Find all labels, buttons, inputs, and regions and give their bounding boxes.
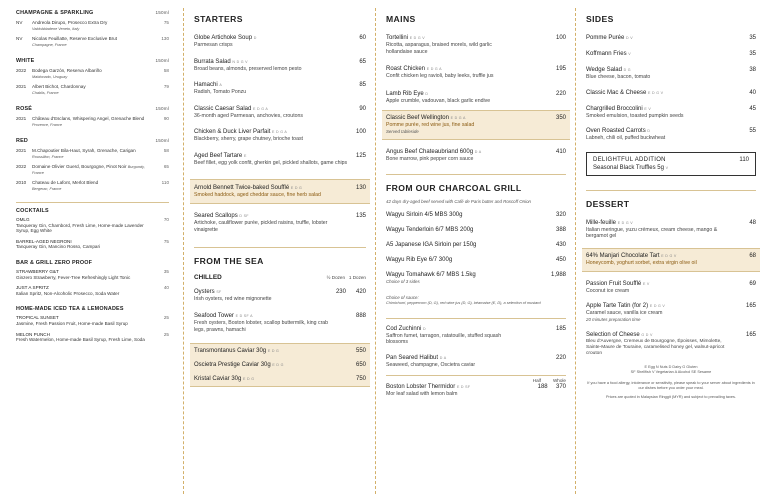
item-name: Chargrilled Broccolini (586, 105, 643, 112)
sauce-list: Chimichurri, peppercorn (D, G), red wine jus (D, G), béarnaise (E, D), a selection of mustard (386, 300, 541, 305)
wine-name: Chateau de Lafont, Merlot Blend (32, 180, 99, 185)
item-name: Oysters (194, 289, 215, 296)
menu-item (194, 312, 366, 333)
allergen-tags: E D G A (450, 116, 466, 121)
section-title: COCKTAILS (16, 208, 49, 214)
grill-item (386, 256, 566, 264)
serving-size: 150ml (155, 10, 169, 15)
wine-origin: Burgundy, France (32, 165, 145, 175)
serving-size: 150ml (155, 106, 169, 111)
menu-item (586, 105, 756, 120)
item-price: 550 (355, 348, 366, 355)
menu-item (194, 288, 366, 303)
menu-item (586, 280, 756, 295)
drinks-column (0, 0, 183, 502)
drink-desc: Tanqueray Gin, Chambord, Fresh Lime, Home-made Lavender Syrup, Egg White (16, 222, 144, 234)
item-desc: Broad beans, almonds, preserved lemon pesto (194, 65, 302, 72)
item-price: 220 (555, 90, 566, 97)
serving-size: 150ml (155, 138, 169, 143)
item-desc: Blue cheese, bacon, tomato (586, 74, 651, 80)
item-name: Roast Chicken (386, 66, 426, 73)
item-desc: Pomme purée, red wine jus, fine salad (386, 122, 475, 129)
allergy-notice: If you have a food allergy, intolerance or sensitivity, please speak to your server about ingredients in our dishes before you order your meal. (587, 380, 755, 390)
box-title: DELIGHTFUL ADDITION (593, 156, 666, 163)
allergen-tags: D V (626, 36, 633, 40)
item-desc: Fresh oysters, Boston lobster, scallop buttermilk, king crab legs, prawns, hamachi (194, 319, 329, 333)
menu-item (194, 105, 366, 120)
allergen-tags: A (219, 83, 223, 88)
item-desc: Caramel sauce, vanilla ice cream (586, 310, 663, 317)
menu-item (194, 34, 366, 49)
item-price: 38 (749, 67, 756, 73)
allergen-tags: E D G V (661, 253, 677, 258)
item-price: 60 (359, 35, 366, 41)
drink-item (16, 217, 169, 234)
item-price: 430 (555, 242, 566, 249)
allergen-tags: E D G A (253, 106, 269, 111)
menu-item (386, 65, 566, 80)
item-price: 90 (359, 105, 366, 112)
wine-name: Domaine Olivier Guerd, Bourgogne, Pinot Noir (32, 164, 127, 169)
section-title: FROM THE SEA (194, 256, 264, 267)
wine-origin: Chablis, France (32, 91, 59, 95)
allergen-tags: E D G V (617, 220, 633, 225)
item-price: 388 (555, 227, 566, 234)
item-price: 195 (555, 66, 566, 73)
item-desc: Bleu d'Auvergne, Cremeux de Bourgogne, Époisses, Mimolette, Sainte-Maure de Touraine, caramelised honey gel, walnut-apricot crouton (586, 338, 725, 356)
item-name: Wagyu Tomahawk 6/7 MBS 1.5kg (386, 272, 476, 279)
drink-desc: Jasmine, Fresh Passion Fruit, Home-made Basil Syrup (16, 320, 128, 326)
drink-price: 70 (163, 217, 169, 222)
item-name: Burrata Salad (194, 58, 231, 65)
allergen-tags: E V (644, 106, 652, 111)
item-desc: Italian meringue, yuzu crémeux, cream cheese, mango & bergamot gel (586, 226, 718, 240)
item-name: Boston Lobster Thermidor (386, 383, 456, 390)
wine-origin: Provence, France (32, 123, 62, 127)
item-price: 68 (749, 252, 756, 259)
allergen-tags: D (647, 129, 651, 134)
menu-item (386, 378, 566, 398)
menu-item (386, 90, 566, 105)
item-price: 35 (749, 51, 756, 57)
half-label: Half (532, 377, 541, 383)
allergen-tags: E D G (243, 377, 255, 382)
section-title: WHITE (16, 58, 35, 64)
item-desc: Smoked emulsion, toasted pumpkin seeds (586, 112, 684, 119)
item-desc: Parmesan crisps (194, 42, 233, 48)
grill-item (386, 271, 566, 285)
drink-item (16, 315, 169, 326)
wine-item (16, 116, 169, 128)
item-price: 69 (749, 280, 756, 287)
grill-intro: 42 days dry-aged beef served with Café de Paris butter and Roscoff Onion (386, 199, 531, 205)
vintage: 2022 (16, 164, 27, 169)
item-name: Classic Mac & Cheese (586, 89, 647, 96)
section-title: SIDES (586, 14, 614, 24)
drink-item (16, 332, 169, 343)
item-price: 165 (745, 331, 756, 338)
caviar-item (194, 375, 366, 383)
item-name: Aged Beef Tartare (194, 152, 243, 159)
item-note: 20 minutes preparation time (586, 316, 641, 322)
section-title: DESSERT (586, 198, 630, 209)
item-name: Seasonal Black Truffles 5g (593, 164, 664, 171)
item-desc: Radish, Tomato Ponzu (194, 89, 247, 96)
item-desc: Bone marrow, pink pepper corn sauce (386, 155, 474, 162)
chilled-header (194, 274, 366, 282)
subsection-title: CHILLED (194, 274, 222, 282)
section-title: BAR & GRILL ZERO PROOF (16, 259, 93, 266)
wine-price: 130 (161, 36, 169, 41)
caviar-item (194, 347, 366, 355)
wine-origin: Bergerac, France (32, 187, 62, 191)
drink-desc: Italian Spritz, Non-Alcoholic Prosecco, Soda Water (16, 290, 120, 296)
item-price: 100 (355, 129, 366, 136)
menu-item (586, 34, 756, 42)
item-name: Mille-feuille (586, 219, 617, 226)
drink-desc: Tanqueray Gin, Mancino Rosso, Campari (16, 244, 101, 250)
grill-item (386, 241, 566, 249)
wine-origin: Maldonado, Uruguay (32, 75, 68, 79)
drink-item (16, 239, 169, 250)
drink-item (16, 285, 169, 296)
vintage: NV (16, 20, 23, 25)
item-name: Globe Artichoke Soup (194, 35, 253, 41)
caviar-box (190, 343, 370, 387)
wine-name: M.Chapoutier Bila-Haut, Syrah, Grenache, Carigan (32, 148, 136, 153)
half-price: 188 (537, 383, 548, 390)
section-title: FROM OUR CHARCOAL GRILL (386, 183, 522, 194)
item-price: 650 (355, 362, 366, 369)
featured-item (582, 248, 760, 272)
sauce-label: Choice of sauce: (386, 294, 419, 300)
allergen-tags: D G (623, 68, 631, 72)
wine-name: Andreola Dirupo, Prosecco Extra Dry (32, 20, 108, 25)
item-price: 85 (359, 82, 366, 89)
item-desc: Honeycomb, yoghurt sorbet, extra virgin olive oil (586, 259, 697, 266)
allergen-tags: E D G (267, 349, 280, 354)
item-name: Selection of Cheese (586, 331, 640, 338)
allergen-tags: D A (439, 355, 447, 360)
allergen-tags: D SF (239, 214, 249, 219)
menu-item (386, 148, 566, 163)
allergen-tags: V (665, 165, 669, 170)
item-name: Apple Tarte Tatin (for 2) (586, 303, 649, 310)
item-price: 165 (745, 303, 756, 310)
allergen-tags: N D G V (232, 59, 248, 64)
item-name: Kristal Caviar 30g (194, 376, 242, 383)
wine-price: 58 (163, 68, 169, 73)
menu-item (586, 219, 756, 240)
item-note: Served tableside (386, 128, 419, 134)
allergen-tags: E D SF A (235, 313, 253, 318)
item-name: Seafood Tower (194, 312, 234, 319)
item-name: Transmontanus Caviar 30g (194, 348, 267, 355)
item-price: 65 (359, 58, 366, 65)
item-price: 110 (739, 156, 749, 163)
item-name: Wagyu Sirloin 4/5 MBS 300g (386, 212, 463, 219)
drink-price: 75 (163, 238, 169, 244)
starters-column (184, 0, 374, 502)
section-title: MAINS (386, 14, 416, 24)
vintage: NV (16, 36, 23, 41)
item-price: 320 (555, 212, 566, 219)
wine-price: 90 (163, 116, 169, 121)
allergen-tags: D (423, 326, 426, 331)
wine-name: Château d'Esclans, Whispering Angel, Grenache Blend (32, 116, 145, 121)
item-price: 1,988 (550, 272, 566, 279)
whole-price: 370 (555, 383, 566, 390)
item-name: Wedge Salad (586, 67, 622, 73)
menu-item (194, 58, 366, 73)
caviar-item (194, 361, 366, 369)
drink-name: MELON PUNCH (16, 331, 50, 337)
item-name: Classic Caesar Salad (194, 105, 252, 112)
legend-line: E Egg N Nuts D Dairy G Gluten (644, 364, 698, 369)
item-desc: 36-month aged Parmesan, anchovies, croutons (194, 112, 304, 119)
drink-name: OMLG (16, 217, 30, 222)
section-title: RED (16, 138, 28, 144)
wine-name: Albert Bichot, Chardonnay (32, 84, 86, 89)
item-desc: Saffron fumet, tarragon, ratatouille, stuffed squash blossoms (386, 332, 502, 346)
mains-column (376, 0, 574, 502)
wine-name: Nicolas Feuillatte, Reserve Exclusive Brut (32, 36, 118, 41)
allergen-tags: V (628, 52, 631, 56)
item-price: 130 (355, 184, 366, 191)
item-price: 100 (555, 35, 566, 41)
wine-price: 65 (163, 164, 169, 169)
menu-item (194, 152, 366, 167)
vintage: 2010 (16, 180, 27, 185)
item-price: 135 (355, 213, 366, 220)
allergen-tags: D A (474, 149, 482, 154)
menu-item (194, 81, 366, 96)
drink-price: 35 (163, 268, 169, 274)
item-name: Arnold Bennett Twice-baked Soufflé (194, 184, 290, 191)
menu-item (586, 89, 756, 97)
item-name: Pan Seared Halibut (386, 354, 439, 361)
vintage: 2021 (16, 116, 27, 121)
menu-item (586, 331, 756, 357)
section-title: STARTERS (194, 14, 243, 24)
menu-item (386, 34, 566, 55)
item-desc: Apple crumble, vadouvan, black garlic endive (386, 97, 491, 104)
wine-item (16, 20, 169, 32)
wine-item (16, 68, 169, 80)
allergen-tags: E D G (290, 185, 303, 190)
sides-column (576, 0, 768, 502)
wine-origin: Champagne, France (32, 43, 67, 47)
menu-item (194, 128, 366, 143)
item-name: Passion Fruit Soufflé (586, 280, 642, 287)
item-desc: Labneh, chili oil, puffed buckwheat (586, 135, 666, 142)
item-price: 888 (355, 312, 366, 319)
item-note: Choice of 3 sides (386, 279, 420, 285)
allergen-tags: D (253, 36, 257, 40)
item-price: 55 (749, 128, 756, 135)
item-name: A5 Japanese IGA Sirloin per 150g (386, 242, 477, 249)
wine-price: 58 (163, 148, 169, 153)
drink-name: STRAWBERRY G&T (16, 268, 59, 274)
item-desc: Beef fillet, egg yolk confit, gherkin gel, pickled shallots, game chips (194, 159, 348, 166)
item-name: Cod Zuchinni (386, 325, 422, 332)
wine-origin: Valdobbiadene Veneto, Italy (32, 27, 80, 31)
drink-item (16, 269, 169, 280)
section-title: HOME-MADE ICED TEA & LEMONADES (16, 306, 124, 313)
dozen-label: 1 Dozen (348, 275, 366, 281)
drink-name: TROPICAL SUNSET (16, 315, 59, 321)
item-name: Lamb Rib Eye (386, 90, 424, 97)
item-desc: Coconut ice cream (586, 287, 630, 294)
drink-price: 25 (163, 331, 169, 337)
wine-price: 110 (161, 180, 169, 185)
item-desc: Smoked haddock, aged cheddar sauce, fine herb salad (194, 191, 321, 198)
wine-price: 75 (163, 20, 169, 25)
allergen-tags: E D G V (648, 90, 664, 95)
drink-price: 40 (163, 285, 169, 291)
item-name: Koffmann Fries (586, 51, 627, 57)
allergen-tags: E D G V (649, 304, 666, 309)
drink-desc: Ginzero Strawberry, Fever-Tree Refreshingly Light Tonic (16, 274, 131, 280)
legend-line: SF Shellfish V Vegetarian A Alcohol SE Sesame (630, 369, 712, 374)
item-name: Hamachi (194, 82, 218, 89)
half-dozen-price: 230 (335, 289, 346, 296)
wine-item (16, 148, 169, 160)
wine-name: Bodega Garzón, Reserva Albariño (32, 68, 102, 73)
dozen-price: 420 (355, 289, 366, 296)
allergen-tags: E D G A (426, 67, 442, 72)
drink-name: JUST A SPRITZ (16, 285, 49, 291)
allergen-tags: G D V (641, 332, 653, 337)
allergen-tags: D (425, 91, 429, 96)
item-desc: Mor leaf salad with lemon balm (386, 390, 458, 397)
vintage: 2022 (16, 68, 27, 73)
section-title: CHAMPAGNE & SPARKLING (16, 10, 94, 16)
item-price: 185 (555, 325, 566, 332)
item-name: Classic Beef Wellington (386, 115, 449, 122)
wine-item (16, 36, 169, 48)
item-desc: Confit chicken leg ravioli, baby leeks, truffle jus (386, 73, 494, 80)
drink-desc: Fresh Watermelon, Home-made Basil Syrup, Fresh Lime, Soda (16, 337, 145, 343)
wine-item (16, 164, 169, 176)
wine-item (16, 180, 169, 192)
item-name: Pomme Purée (586, 35, 625, 41)
grill-item (386, 211, 566, 219)
delightful-addition-box (586, 152, 756, 176)
allergen-tags: E D G (272, 363, 284, 368)
menu-item (194, 212, 366, 233)
price-notice: Prices are quoted in Malaysian Ringgit (MYR) and subject to prevailing taxes. (605, 394, 736, 399)
vintage: 2021 (16, 84, 27, 89)
featured-item (382, 110, 570, 139)
half-dozen-label: ½ Dozen (326, 275, 346, 281)
item-name: Oscietra Prestige Caviar 30g (194, 362, 271, 369)
item-price: 220 (555, 354, 566, 361)
featured-item (190, 179, 370, 205)
serving-size: 150ml (155, 58, 169, 63)
allergen-tags: E D G A (272, 130, 288, 135)
drink-price: 25 (163, 315, 169, 321)
whole-label: Whole (552, 377, 566, 383)
grill-item (386, 226, 566, 234)
item-name: 64% Manjari Chocolate Tart (586, 252, 660, 259)
item-price: 125 (355, 152, 366, 159)
item-price: 410 (555, 148, 566, 155)
item-desc: Blackberry, sherry, grape chutney, brioche toast (194, 136, 303, 143)
item-price: 40 (749, 89, 756, 96)
menu-item (386, 325, 566, 346)
allergen-tags: E D SF (456, 384, 471, 389)
menu-item (586, 302, 756, 322)
item-name: Seared Scallops (194, 213, 238, 220)
vintage: 2021 (16, 148, 27, 153)
menu-item (586, 66, 756, 81)
item-name: Wagyu Tenderloin 6/7 MBS 200g (386, 227, 474, 234)
item-price: 45 (749, 105, 756, 112)
item-name: Oven Roasted Carrots (586, 128, 646, 135)
allergen-tags: E (243, 153, 247, 158)
item-name: Tortellini (386, 35, 409, 41)
allergen-legend (586, 365, 756, 375)
item-name: Wagyu Rib Eye 6/7 300g (386, 257, 453, 264)
item-price: 450 (555, 257, 566, 264)
menu-item (386, 354, 566, 369)
item-price: 48 (749, 219, 756, 226)
section-title: ROSÉ (16, 106, 33, 112)
menu-item (586, 127, 756, 142)
item-desc: Irish oysters, red wine mignonette (194, 296, 272, 303)
allergen-tags: SF (216, 290, 222, 295)
wine-origin: Roussillon, France (32, 155, 64, 159)
wine-item (16, 84, 169, 96)
allergen-tags: E V (642, 281, 650, 286)
drink-name: BARREL-AGED NEGRONI (16, 238, 72, 244)
item-desc: Artichoke, cauliflower purée, pickled raisins, truffle, lobster vinaigrette (194, 220, 328, 233)
wine-price: 79 (163, 84, 169, 89)
item-desc: Ricotta, asparagus, braised morels, wild garlic hollandaise sauce (386, 42, 492, 55)
item-price: 35 (749, 35, 756, 41)
item-price: 350 (555, 115, 566, 122)
menu-item (586, 50, 756, 58)
item-desc: Seaweed, champagne, Oscietra caviar (386, 361, 476, 368)
item-name: Chicken & Duck Liver Parfait (194, 129, 271, 136)
item-name: Angus Beef Chateaubriand 600g (386, 148, 474, 155)
allergen-tags: E D G V (409, 36, 425, 40)
item-price: 750 (355, 376, 366, 383)
